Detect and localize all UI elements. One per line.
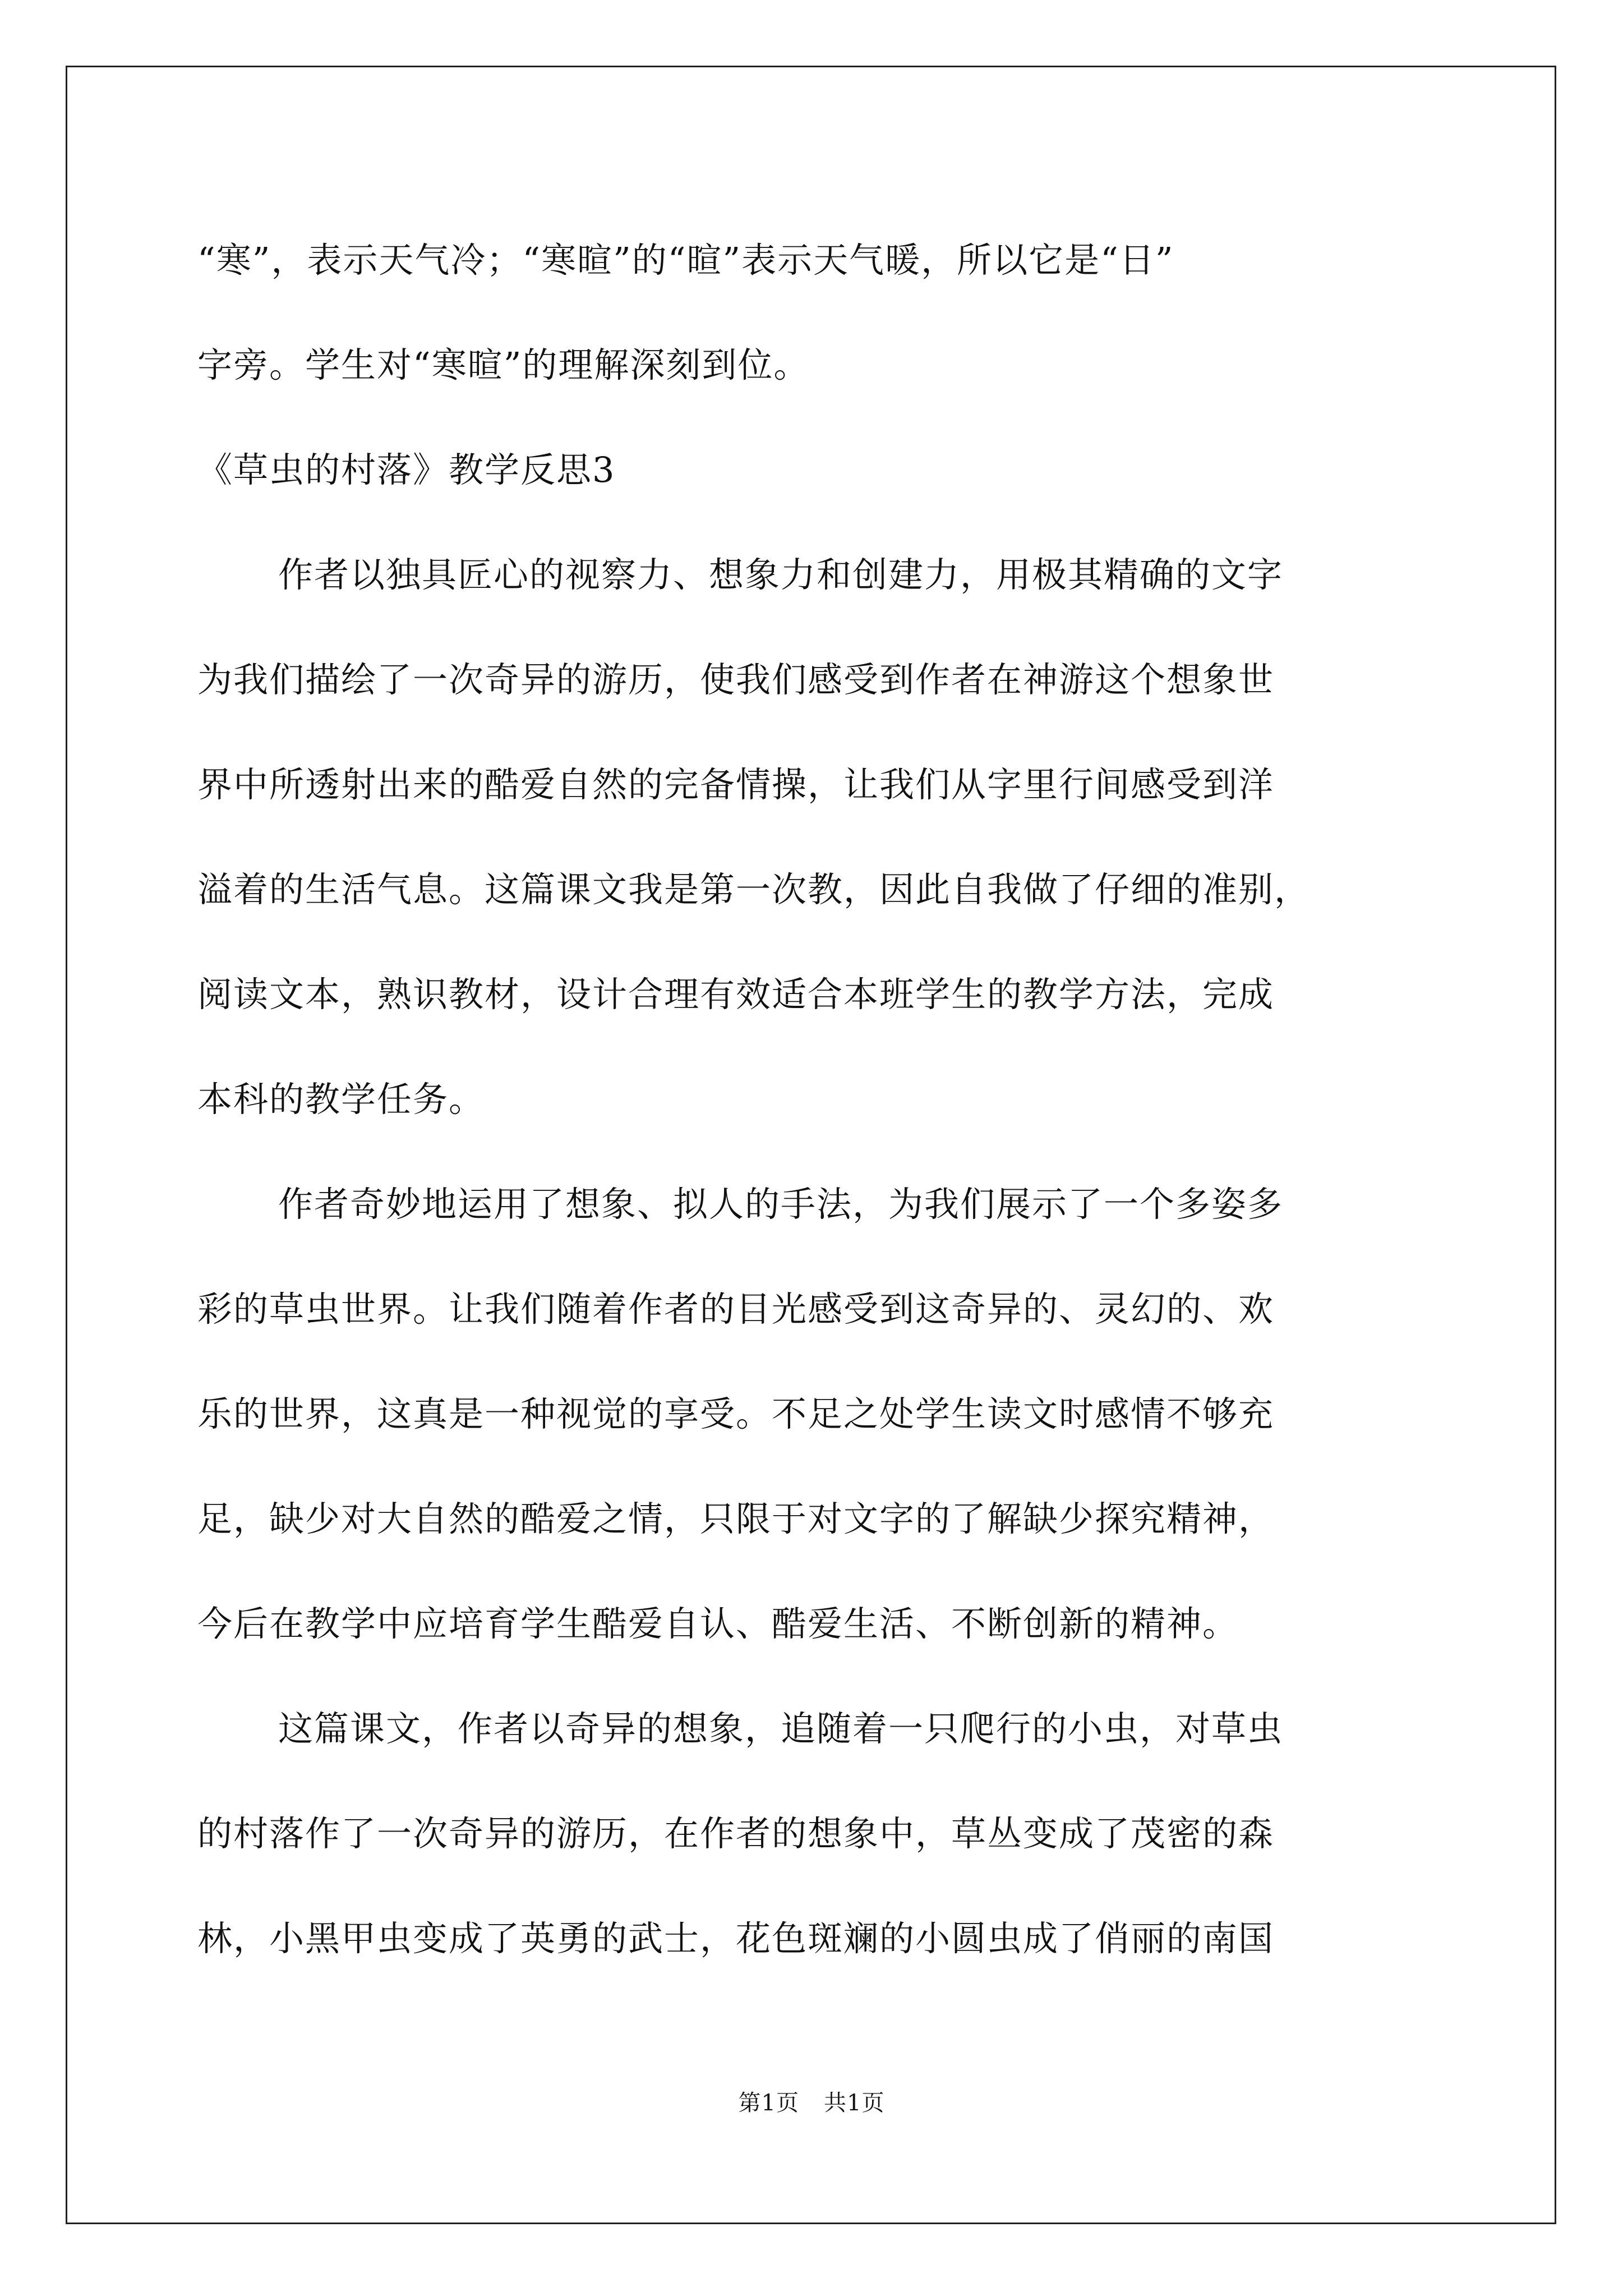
page-number: 第1页 bbox=[738, 2090, 799, 2116]
paragraph-3 bbox=[197, 1676, 1420, 1991]
text-line: 林，小黑甲虫变成了英勇的武士，花色斑斓的小圆虫成了俏丽的南国 bbox=[197, 1918, 1275, 1959]
text-line: 字旁。学生对“寒暄”的理解深刻到位。 bbox=[197, 344, 810, 385]
paragraph-1 bbox=[197, 522, 1420, 1152]
text-line: “寒”，表示天气冷；“寒暄”的“暄”表示天气暖，所以它是“日” bbox=[197, 240, 1174, 280]
page-total: 共1页 bbox=[824, 2090, 885, 2116]
paragraph-2 bbox=[197, 1152, 1420, 1676]
text-line: 溢着的生活气息。这篇课文我是第一次教，因此自我做了仔细的准别， bbox=[197, 869, 1311, 910]
text-line: 作者奇妙地运用了想象、拟人的手法，为我们展示了一个多姿多 bbox=[278, 1184, 1284, 1225]
text-line: 这篇课文，作者以奇异的想象，追随着一只爬行的小虫，对草虫 bbox=[278, 1708, 1284, 1749]
text-line: 作者以独具匠心的视察力、想象力和创建力，用极其精确的文字 bbox=[278, 554, 1284, 595]
text-line: 今后在教学中应培育学生酷爱自认、酷爱生活、不断创新的精神。 bbox=[197, 1603, 1239, 1644]
text-line: 的村落作了一次奇异的游历，在作者的想象中，草丛变成了茂密的森 bbox=[197, 1813, 1275, 1854]
document-body bbox=[197, 208, 1420, 1991]
text-line: 足，缺少对大自然的酷爱之情，只限于对文字的了解缺少探究精神， bbox=[197, 1498, 1275, 1539]
text-line: 阅读文本，熟识教材，设计合理有效适合本班学生的教学方法，完成 bbox=[197, 974, 1275, 1015]
text-line: 彩的草虫世界。让我们随着作者的目光感受到这奇异的、灵幻的、欢 bbox=[197, 1289, 1275, 1329]
text-line: 乐的世界，这真是一种视觉的享受。不足之处学生读文时感情不够充 bbox=[197, 1393, 1275, 1434]
text-line: 本科的教学任务。 bbox=[197, 1079, 485, 1120]
text-line: 界中所透射出来的酷爱自然的完备情操，让我们从字里行间感受到洋 bbox=[197, 764, 1275, 805]
text-line: 为我们描绘了一次奇异的游历，使我们感受到作者在神游这个想象世 bbox=[197, 659, 1275, 700]
section-heading: 《草虫的村落》教学反思3 bbox=[197, 449, 616, 490]
page-footer bbox=[0, 2085, 1623, 2117]
paragraph-continued bbox=[197, 208, 1420, 417]
